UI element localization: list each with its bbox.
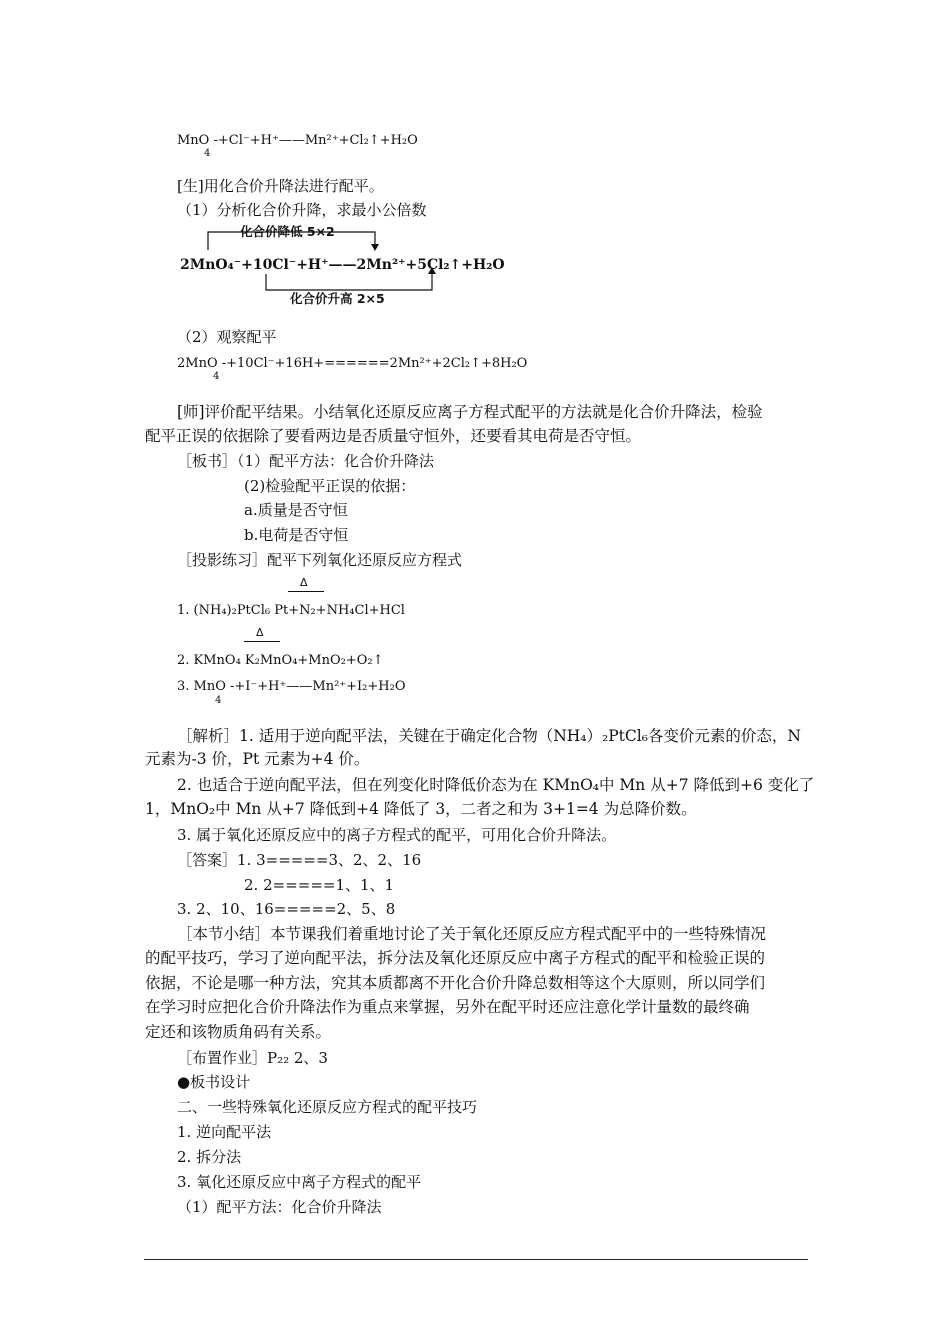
analysis-line-1: ［解析］1. 适用于逆向配平法，关键在于确定化合物（NH₄）₂PtCl₆各变价元素的价态，N — [177, 727, 801, 745]
analysis-line-2: 元素为-3 价，Pt 元素为+4 价。 — [145, 750, 370, 768]
teacher-line-2: 配平正误的依据除了要看两边是否质量守恒外，还要看其电荷是否守恒。 — [145, 427, 642, 445]
teacher-line-1: [师]评价配平结果。小结氧化还原反应离子方程式配平的方法就是化合价升降法，检验 — [177, 403, 763, 421]
summary-line-4: 在学习时应把化合价升降法作为重点来掌握，另外在配平时还应注意化学计量数的最终确 — [145, 998, 750, 1016]
analysis-line-3: 2. 也适合于逆向配平法，但在列变化时降低价态为在 KMnO₄中 Mn 从+7 降低到+6 变化了 — [177, 776, 815, 794]
analysis-line-5: 3. 属于氧化还原反应中的离子方程式的配平，可用化合价升降法。 — [177, 826, 617, 844]
reaction-arrow-line — [244, 641, 280, 642]
summary-line-5: 定还和该物质角码有关系。 — [145, 1023, 332, 1041]
outline-line-4: 3. 氧化还原反应中离子方程式的配平 — [177, 1173, 422, 1191]
answer-line-1: ［答案］1. 3=====3、2、2、16 — [177, 851, 422, 869]
board-line-1: ［板书］（1）配平方法：化合价升降法 — [177, 452, 435, 470]
summary-line-2: 的配平技巧，学习了逆向配平法，拆分法及氧化还原反应中离子方程式的配平和检验正误的 — [145, 949, 766, 967]
diagram-equation: 2MnO₄⁻+10Cl⁻+H⁺——2Mn²⁺+5Cl₂↑+H₂O — [180, 257, 505, 273]
outline-line-3: 2. 拆分法 — [177, 1148, 242, 1166]
equation-line: MnO -+Cl⁻+H⁺——Mn²⁺+Cl₂↑+H₂O — [177, 133, 418, 148]
step-2-line: （2）观察配平 — [177, 328, 277, 346]
board-design-heading: ●板书设计 — [177, 1073, 251, 1091]
practice-heading: ［投影练习］配平下列氧化还原反应方程式 — [177, 551, 463, 569]
board-line-3: a.质量是否守恒 — [244, 501, 348, 519]
analysis-line-4: 1，MnO₂中 Mn 从+7 降低到+4 降低了 3，二者之和为 3+1=4 为总降价数。 — [145, 800, 697, 818]
heat-symbol: Δ — [256, 626, 264, 639]
subscript-4: 4 — [213, 371, 220, 382]
practice-item-2: 2. KMnO₄ K₂MnO₄+MnO₂+O₂↑ — [177, 653, 384, 668]
valence-decrease-label: 化合价降低 5×2 — [240, 224, 335, 239]
subscript-4: 4 — [204, 148, 211, 159]
heat-symbol: Δ — [300, 576, 308, 589]
summary-line-1: ［本节小结］本节课我们着重地讨论了关于氧化还原反应方程式配平中的一些特殊情况 — [177, 925, 767, 943]
outline-line-2: 1. 逆向配平法 — [177, 1123, 272, 1141]
balanced-equation: 2MnO -+10Cl⁻+16H+======2Mn²⁺+2Cl₂↑+8H₂O — [177, 356, 528, 371]
student-line: [生]用化合价升降法进行配平。 — [177, 177, 384, 195]
valence-increase-label: 化合价升高 2×5 — [290, 291, 385, 306]
reaction-arrow-line — [288, 591, 324, 592]
practice-item-3: 3. MnO -+I⁻+H⁺——Mn²⁺+I₂+H₂O — [177, 679, 406, 694]
answer-line-2: 2. 2=====1、1、1 — [244, 876, 395, 894]
outline-line-1: 二、一些特殊氧化还原反应方程式的配平技巧 — [177, 1098, 478, 1116]
answer-line-3: 3. 2、10、16=====2、5、8 — [177, 900, 396, 918]
footer-rule — [144, 1259, 808, 1260]
board-line-2: (2)检验配平正误的依据： — [244, 477, 416, 495]
board-line-4: b.电荷是否守恒 — [244, 526, 349, 544]
step-1-line: （1）分析化合价升降，求最小公倍数 — [177, 201, 427, 219]
summary-line-3: 依据，不论是哪一种方法，究其本质都离不开化合价升降总数相等这个大原则，所以同学们 — [145, 974, 766, 992]
subscript-4: 4 — [215, 695, 222, 706]
practice-item-1: 1. (NH₄)₂PtCl₆ Pt+N₂+NH₄Cl+HCl — [177, 603, 405, 618]
homework-line: ［布置作业］P₂₂ 2、3 — [177, 1049, 328, 1067]
outline-line-5: （1）配平方法：化合价升降法 — [177, 1198, 382, 1216]
